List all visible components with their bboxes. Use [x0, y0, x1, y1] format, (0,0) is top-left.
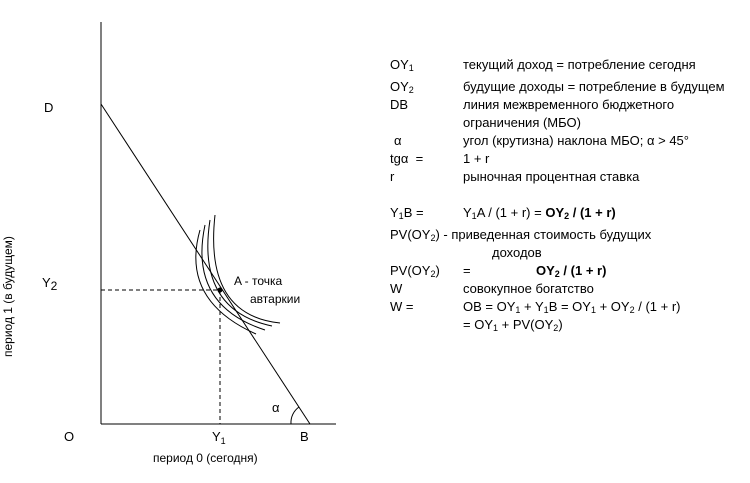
desc-alpha: угол (крутизна) наклона МБО; α > 45°: [463, 133, 689, 148]
desc-tga: 1 + r: [463, 151, 490, 166]
term-db: DB: [390, 97, 409, 112]
label-b: B: [300, 429, 309, 444]
term-y1b: $Y_1B$ =: [390, 205, 424, 221]
label-d: D: [44, 100, 54, 115]
autarky-point-a: [218, 288, 223, 293]
desc-w: совокупное богатство: [463, 281, 594, 296]
formula-row-pv-def: [390, 226, 750, 244]
formula-row-pv: [390, 262, 750, 280]
term-alpha: α: [394, 133, 402, 148]
desc-oy1: текущий доход = потребление сегодня: [463, 57, 696, 72]
formula-row-y1b: [390, 204, 750, 222]
term-w-eq: W =: [390, 299, 414, 314]
legend-row-r: [390, 168, 750, 186]
legend-row-oy1: [390, 56, 750, 74]
legend-row-tga: [390, 150, 750, 168]
label-point-a-line1: A - точка: [234, 274, 283, 288]
formula-row-w: [390, 280, 750, 298]
pv-formula-bold: $OY_2 / (1 + r)$: [536, 263, 607, 279]
formula-y1b-bold: $OY_2 / (1 + r)$: [545, 205, 616, 221]
desc-r: рыночная процентная ставка: [463, 169, 640, 184]
legend-row-oy2: [390, 78, 750, 96]
formula-w-eq: OB = $OY_1 + Y_1B = OY_1 + OY_2 / (1 + r)$: [463, 299, 681, 315]
desc-oy2: будущие доходы = потребление в будущем: [463, 79, 725, 94]
label-origin-o: O: [64, 429, 75, 444]
pv-definition: $PV(OY_2)$ - приведенная стоимость будущих: [390, 227, 652, 243]
label-alpha: α: [272, 400, 280, 415]
desc-db-line2: ограничения (МБО): [463, 115, 581, 130]
formula-row-w-eq: [390, 298, 750, 316]
legend-row-db: [390, 96, 750, 114]
legend-row-alpha: [390, 132, 750, 150]
formula-row-w-eq2: [390, 316, 750, 334]
legend-panel: [390, 56, 750, 334]
legend-row-db-cont: [390, 114, 750, 132]
term-w: W: [390, 281, 403, 296]
term-tga: tgα =: [390, 151, 424, 166]
label-y1: $Y_1$: [212, 429, 226, 446]
x-axis-label: период 0 (сегодня): [153, 451, 258, 465]
pv-definition-cont: доходов: [492, 245, 542, 260]
term-oy1: $OY_1$: [390, 57, 414, 73]
formula-row-pv-def-cont: [390, 244, 750, 262]
label-y2: Y2: [42, 275, 58, 293]
formula-y1b-rhs: $Y_1A / (1 + r) = OY_2 / (1 + r)$: [463, 205, 616, 221]
desc-db-line1: линия межвременного бюджетного: [463, 97, 675, 112]
alpha-angle-arc: [291, 407, 299, 424]
formula-w-eq2: = $OY_1 + PV(OY_2)$: [463, 317, 563, 333]
term-pv: $PV(OY_2)$: [390, 263, 440, 279]
budget-line-db: [101, 104, 310, 424]
term-oy2: $OY_2$: [390, 79, 414, 95]
label-point-a-line2: автаркии: [250, 292, 301, 306]
pv-equals: =: [463, 263, 471, 278]
y-axis-label: период 1 (в будущем): [1, 236, 15, 357]
term-r: r: [390, 169, 395, 184]
